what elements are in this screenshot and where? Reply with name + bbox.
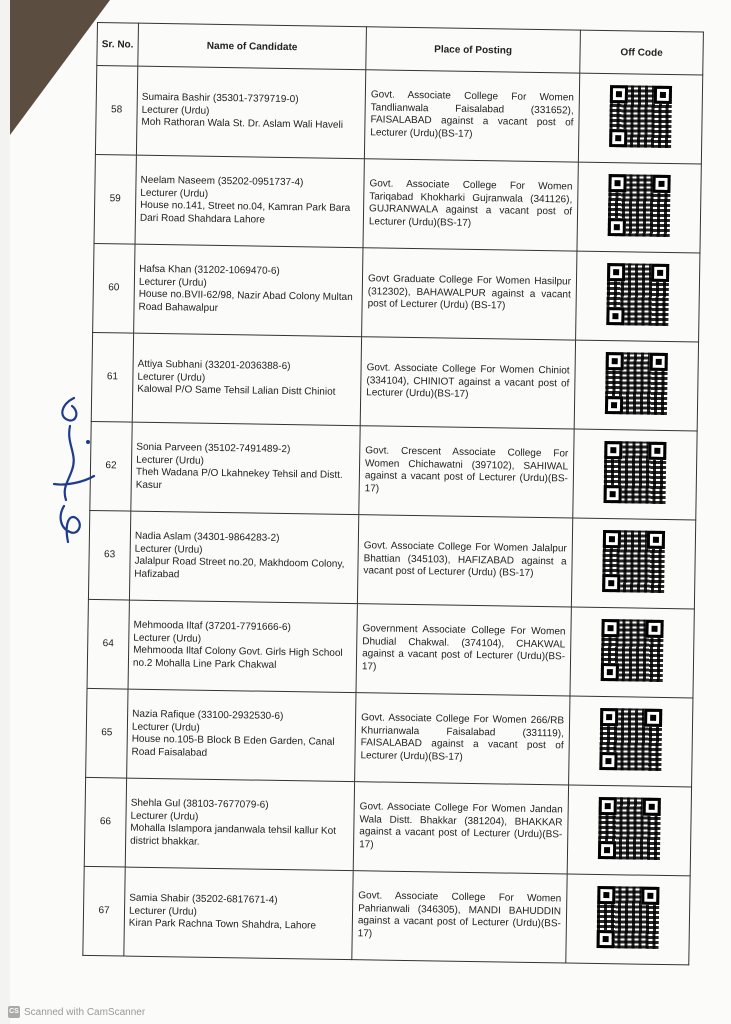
sr-no-cell: 61 xyxy=(91,332,133,422)
qr-code-icon xyxy=(606,263,669,326)
scanned-page xyxy=(10,0,731,1024)
posting-cell: Govt. Associate College For Women Tariqabad Khokharki Gujranwala (341126), GUJRANWALA against a vacant post of Lecturer (Urdu)(BS-17) xyxy=(363,159,578,251)
candidate-address: House no.141, Street no.04, Kamran Park Bara Dari Road Shahdara Lahore xyxy=(139,199,351,226)
candidate-designation: Lecturer (Urdu) xyxy=(138,276,207,289)
qr-code-icon xyxy=(601,619,664,682)
candidate-name-cnic: Shehla Gul (38103-7677079-6) xyxy=(130,797,269,811)
posting-cell: Govt. Associate College For Women Tandlianwala Faisalabad (331652), FAISALABAD against a vacant post of Lecturer (Urdu)(BS-17) xyxy=(364,70,579,162)
candidate-name-cnic: Attiya Subhani (33201-2036388-6) xyxy=(137,358,291,373)
candidate-cell xyxy=(125,778,354,871)
candidate-designation: Lecturer (Urdu) xyxy=(130,810,199,823)
qr-code-icon xyxy=(609,85,672,148)
sr-no-cell: 64 xyxy=(87,599,129,689)
qr-code-cell xyxy=(566,874,690,965)
candidate-address: Mehmooda Iltaf Colony Govt. Girls High School no.2 Mohalla Line Park Chakwal xyxy=(132,644,343,671)
sr-no-cell: 60 xyxy=(93,243,135,333)
candidate-address: Theh Wadana P/O Lkahnekey Tehsil and Distt. Kasur xyxy=(135,466,343,491)
qr-code-icon xyxy=(602,530,665,593)
candidate-name-cnic: Mehmooda Iltaf (37201-7791666-6) xyxy=(133,619,291,634)
candidate-name-cnic: Sonia Parveen (35102-7491489-2) xyxy=(136,441,291,456)
candidate-address: Mohalla Islampora jandanwala tehsil kallur Kot district bhakkar. xyxy=(130,822,337,848)
sr-no-cell: 62 xyxy=(90,421,132,511)
qr-code-cell xyxy=(574,340,698,431)
qr-code-icon xyxy=(599,708,662,771)
sr-no-cell: 59 xyxy=(94,154,136,244)
posting-cell: Govt Graduate College For Women Hasilpur (312302), BAHAWALPUR against a vacant post of Lecturer (Urdu) (BS-17) xyxy=(362,248,577,340)
candidate-designation: Lecturer (Urdu) xyxy=(133,632,202,645)
qr-code-icon xyxy=(604,441,667,504)
candidate-name-cnic: Hafsa Khan (31202-1069470-6) xyxy=(139,263,280,277)
candidate-name-cnic: Neelam Naseem (35202-0951737-4) xyxy=(140,174,304,189)
qr-code-cell xyxy=(578,73,702,164)
qr-code-cell xyxy=(576,251,700,342)
candidate-designation: Lecturer (Urdu) xyxy=(137,371,206,384)
table-row xyxy=(94,154,701,253)
table-row xyxy=(84,777,691,876)
sr-no-cell: 58 xyxy=(95,66,137,156)
table-row xyxy=(86,688,693,787)
posting-cell: Govt. Associate College For Women Chiniot (334104), CHINIOT against a vacant post of Lecturer (Urdu)(BS-17) xyxy=(360,337,575,429)
header-name-of-candidate: Name of Candidate xyxy=(138,23,367,70)
posting-cell: Govt. Associate College For Women Jandan Wala Distt. Bhakkar (381204), BHAKKAR against a vacant post of Lecturer (Urdu)(BS-17) xyxy=(353,782,568,874)
posting-cell: Govt. Associate College For Women Jalalpur Bhattian (345103), HAFIZABAD against a vacant post of Lecturer (Urdu) (BS-17) xyxy=(357,515,572,607)
candidate-cell xyxy=(132,333,361,426)
candidate-cell xyxy=(131,422,360,515)
candidate-name-cnic: Sumaira Bashir (35301-7379719-0) xyxy=(141,91,299,106)
qr-code-icon xyxy=(605,352,668,415)
posting-cell: Government Associate College For Women Dhudial Chakwal. (374104), CHAKWAL against a vacant post of Lecturer (Urdu)(BS-17) xyxy=(356,604,571,696)
watermark-text: Scanned with CamScanner xyxy=(24,1006,146,1018)
candidate-designation: Lecturer (Urdu) xyxy=(136,454,205,467)
candidate-cell xyxy=(136,66,365,159)
candidate-cell xyxy=(124,867,353,960)
table-row xyxy=(83,866,690,965)
candidate-name-cnic: Samia Shabir (35202-6817671-4) xyxy=(129,892,278,907)
sr-no-cell: 67 xyxy=(83,866,125,956)
table-row xyxy=(87,599,694,698)
qr-code-icon xyxy=(597,886,660,949)
posting-cell: Govt. Associate College For Women 266/RB Khurrianwala Faisalabad (331119), FAISALABAD against a vacant post of Lecturer (Urdu)(BS-17) xyxy=(355,693,570,785)
table-row xyxy=(93,243,700,342)
candidate-designation: Lecturer (Urdu) xyxy=(141,104,210,117)
qr-code-cell xyxy=(567,785,691,876)
candidate-address: Kalowal P/O Same Tehsil Lalian Distt Chiniot xyxy=(137,383,336,399)
candidate-cell xyxy=(135,155,364,248)
candidate-address: Kiran Park Rachna Town Shahdra, Lahore xyxy=(128,917,317,932)
candidate-address: House no.BVII-62/98, Nazir Abad Colony Multan Road Bahawalpur xyxy=(138,288,353,314)
candidate-cell xyxy=(129,511,358,604)
qr-code-cell xyxy=(570,607,694,698)
scanner-watermark xyxy=(8,1006,145,1018)
table-row xyxy=(88,510,695,609)
table-row xyxy=(90,421,697,520)
qr-code-cell xyxy=(571,518,695,609)
candidate-address: House no.105-B Block B Eden Garden, Canal Road Faisalabad xyxy=(131,733,335,759)
candidate-designation: Lecturer (Urdu) xyxy=(128,905,197,918)
qr-code-cell xyxy=(573,429,697,520)
candidate-designation: Lecturer (Urdu) xyxy=(131,721,200,734)
candidate-name-cnic: Nazia Rafique (33100-2932530-6) xyxy=(132,708,284,723)
candidate-name-cnic: Nadia Aslam (34301-9864283-2) xyxy=(134,530,280,544)
header-place-of-posting: Place of Posting xyxy=(366,27,581,73)
candidate-address: Moh Rathoran Wala St. Dr. Aslam Wali Haveli xyxy=(141,116,344,132)
candidate-designation: Lecturer (Urdu) xyxy=(140,187,209,200)
candidate-cell xyxy=(128,600,357,693)
handwritten-signature xyxy=(44,396,104,546)
header-off-code: Off Code xyxy=(580,30,704,75)
camscanner-logo: CS xyxy=(8,1006,20,1018)
sr-no-cell: 66 xyxy=(84,777,126,867)
qr-code-icon xyxy=(598,797,661,860)
posting-cell: Govt. Associate College For Women Pahrianwali (346305), MANDI BAHUDDIN against a vacant post of Lecturer (Urdu)(BS-17) xyxy=(352,871,567,963)
candidate-address: Jalalpur Road Street no.20, Makhdoom Colony, Hafizabad xyxy=(134,555,345,580)
qr-code-cell xyxy=(569,696,693,787)
candidate-designation: Lecturer (Urdu) xyxy=(134,543,203,556)
candidate-cell xyxy=(134,244,363,337)
table-row xyxy=(91,332,698,431)
posting-table xyxy=(82,22,704,965)
candidate-cell xyxy=(127,689,356,782)
header-sr-no: Sr. No. xyxy=(97,23,139,67)
qr-code-cell xyxy=(577,162,701,253)
table-row xyxy=(95,66,702,165)
sr-no-cell: 63 xyxy=(88,510,130,600)
sr-no-cell: 65 xyxy=(86,688,128,778)
posting-cell: Govt. Crescent Associate College For Women Chichawatni (397102), SAHIWAL against a vacant post of Lecturer (Urdu)(BS-17) xyxy=(359,426,574,518)
qr-code-icon xyxy=(608,174,671,237)
